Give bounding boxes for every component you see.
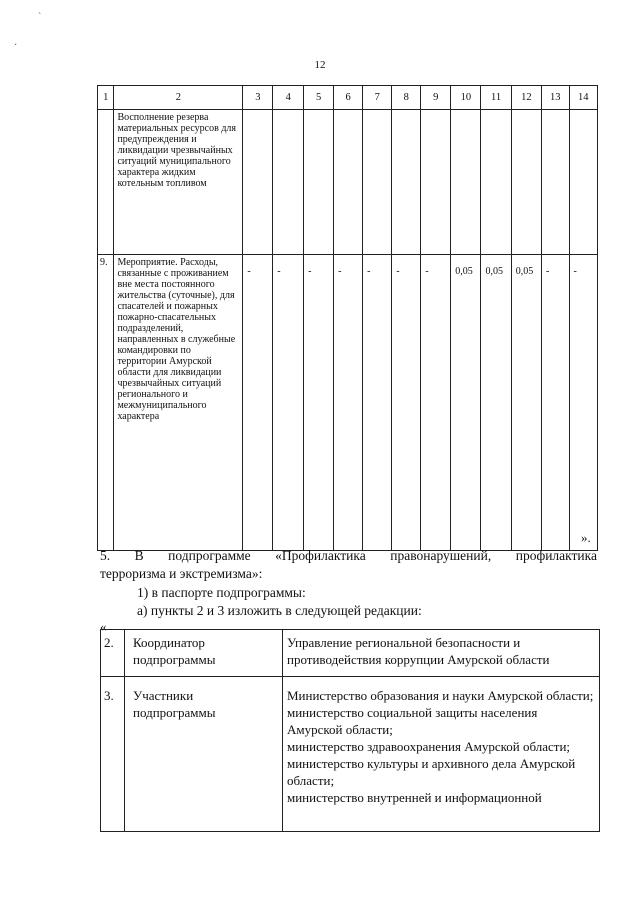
column-header: 3 [243,86,273,110]
row-value [283,677,600,832]
table-row [101,677,600,832]
column-header: 12 [511,86,541,110]
row-number: 9. [98,255,114,551]
value-cell [511,110,541,255]
table-row [98,110,598,255]
column-header: 11 [481,86,511,110]
value-cell [451,110,481,255]
value-cell: - [392,255,421,551]
opening-quote: « [100,619,107,634]
paragraph-passport: 1) в паспорте подпрограммы: [137,585,306,600]
participant-line: министерство здравоохранения Амурской области; [287,739,571,754]
participant-line: министерство культуры и архивного дела Амурской области; [287,756,576,788]
value-cell: - [363,255,392,551]
participant-line: Министерство образования и науки Амурской области; [287,688,594,703]
value-cell [542,110,569,255]
table-header-row [98,86,598,110]
table-row [101,630,600,677]
passport-table [100,629,600,832]
value-cell [421,110,451,255]
column-header: 4 [273,86,304,110]
row-number: 3. [101,677,125,832]
value-cell: - [304,255,334,551]
column-header: 7 [363,86,392,110]
value-cell [334,110,363,255]
activity-name: Мероприятие. Расходы, связанные с проживанием вне места постоянного жительства (суточные), для спасателей и пожарных пожарно-спасательных подразделений, направленных в служебные командировки по территории Амурской области для ликвидации чрезвычайных ситуаций регионального и межмуниципального характера [114,255,243,551]
value-cell: - [243,255,273,551]
value-cell [363,110,392,255]
page-number: 12 [314,59,326,71]
value-cell [304,110,334,255]
activity-name: Восполнение резерва материальных ресурсов для предупреждения и ликвидации чрезвычайных ситуаций муниципального характера жидким котельным топливом [114,110,243,255]
row-number [98,110,114,255]
value-cell: - [273,255,304,551]
value-cell: 0,05 [511,255,541,551]
row-number: 2. [101,630,125,677]
scan-mark: ` [38,12,42,23]
row-label: Координатор подпрограммы [125,630,283,677]
column-header: 13 [542,86,569,110]
paragraph-items: а) пункты 2 и 3 изложить в следующей редакции: [137,603,422,618]
value-cell: 0,05 [481,255,511,551]
funding-table [97,85,598,551]
scan-mark: · [14,40,18,51]
column-header: 14 [569,86,598,110]
column-header: 10 [451,86,481,110]
table-row [98,255,598,551]
paragraph-amendment-intro: 5. В подпрограмме «Профилактика правонарушений, профилактика [100,548,597,563]
value-cell: - [542,255,569,551]
row-value: Управление региональной безопасности и противодействия коррупции Амурской области [283,630,600,677]
column-header: 5 [304,86,334,110]
value-cell: - [569,255,598,551]
participant-line: министерство внутренней и информационной [287,790,542,805]
value-cell: 0,05 [451,255,481,551]
value-cell [273,110,304,255]
column-header: 6 [334,86,363,110]
value-cell: - [334,255,363,551]
column-header: 2 [114,86,243,110]
participant-line: министерство социальной защиты населения Амурской области; [287,705,538,737]
value-cell [569,110,598,255]
paragraph-amendment-intro-continued: терроризма и экстремизма»: [100,566,263,581]
column-header: 9 [421,86,451,110]
row-label: Участники подпрограммы [125,677,283,832]
value-cell [481,110,511,255]
value-cell: - [421,255,451,551]
column-header: 1 [98,86,114,110]
value-cell [392,110,421,255]
value-cell [243,110,273,255]
closing-quote: ». [581,530,591,545]
column-header: 8 [392,86,421,110]
